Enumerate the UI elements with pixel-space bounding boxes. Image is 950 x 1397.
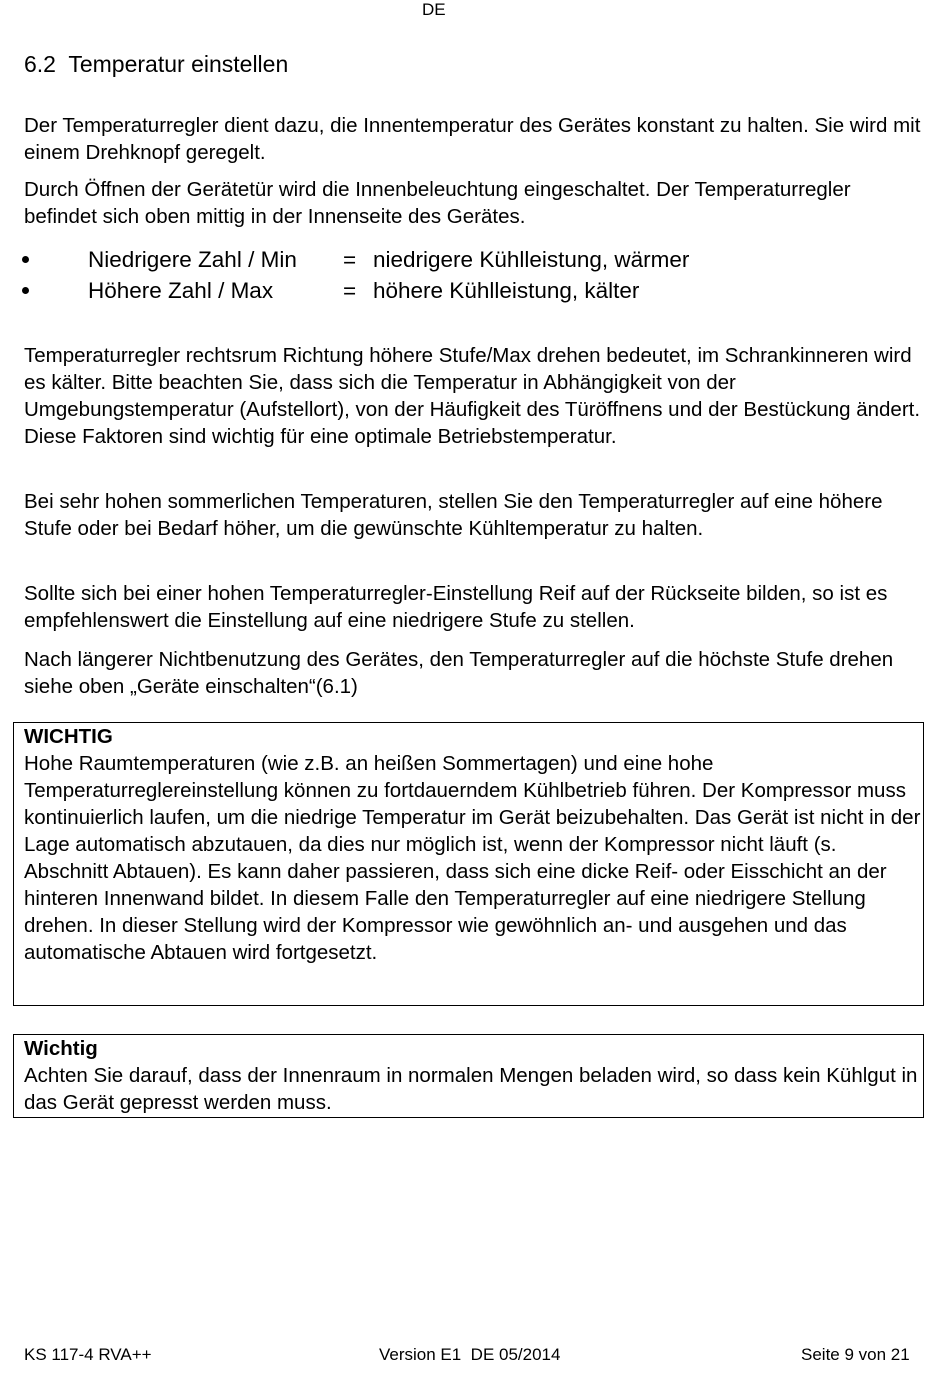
section-number: 6.2 [24, 51, 56, 77]
loading-notice-body: Achten Sie darauf, dass der Innenraum in normalen Mengen beladen wird, so dass kein Kühlgut in das Gerät gepresst werden muss. [24, 1064, 918, 1114]
section-heading [24, 49, 288, 79]
restart-paragraph: Nach längerer Nichtbenutzung des Gerätes, den Temperaturregler auf die höchste Stufe drehen siehe oben „Geräte einschalten“(6.1) [24, 648, 894, 698]
loading-notice-box [13, 1034, 924, 1118]
footer-version: Version E1 DE 05/2014 [379, 1345, 561, 1364]
equals-sign: = [343, 247, 357, 272]
important-notice-body: Hohe Raumtemperaturen (wie z.B. an heißen Sommertagen) und eine hohe Temperaturreglereinstellung können zu fortdauerndem Kühlbetrieb führen. Der Kompressor muss kontinuierlich laufen, um die niedrige Temperatur im Gerät beizubehalten. Das Gerät ist nicht in der Lage automatisch abzutauen, da dies nur möglich ist, wenn der Kompressor nicht läuft (s. Abschnitt Abtauen). Es kann daher passieren, dass sich eine dicke Reif- oder Eisschicht an der hinteren Innenwand bildet. In diesem Falle den Temperaturregler auf eine niedrigere Stellung drehen. In dieser Stellung wird der Kompressor wie gewöhnlich an- und ausgehen und das automatische Abtauen wird fortgesetzt. [24, 752, 921, 964]
bullet-icon [22, 287, 29, 294]
equals-sign: = [343, 278, 357, 303]
setting-term: Höhere Zahl / Max [88, 278, 274, 303]
location-paragraph: Durch Öffnen der Gerätetür wird die Innenbeleuchtung eingeschaltet. Der Temperaturregler befindet sich oben mittig in der Innenseite des Gerätes. [24, 178, 851, 228]
frost-paragraph: Sollte sich bei einer hohen Temperaturregler-Einstellung Reif auf der Rückseite bilden, so ist es empfehlenswert die Einstellung auf eine niedrigere Stufe zu stellen. [24, 582, 888, 632]
bullet-icon [22, 256, 29, 263]
setting-term: Niedrigere Zahl / Min [88, 247, 297, 272]
important-notice-box [13, 722, 924, 1006]
footer-page-number: Seite 9 von 21 [801, 1345, 910, 1364]
language-tag: DE [422, 0, 446, 19]
settings-list-item [0, 244, 905, 275]
settings-list-item [0, 275, 905, 306]
intro-paragraph: Der Temperaturregler dient dazu, die Innentemperatur des Gerätes konstant zu halten. Sie wird mit einem Drehknopf geregelt. [24, 114, 921, 164]
setting-description: höhere Kühlleistung, kälter [373, 278, 640, 303]
important-notice-title: WICHTIG [24, 725, 113, 748]
summer-paragraph: Bei sehr hohen sommerlichen Temperaturen, stellen Sie den Temperaturregler auf eine höhere Stufe oder bei Bedarf höher, um die gewünschte Kühltemperatur zu halten. [24, 490, 883, 540]
direction-paragraph: Temperaturregler rechtsrum Richtung höhere Stufe/Max drehen bedeutet, im Schrankinneren wird es kälter. Bitte beachten Sie, dass sich die Temperatur in Abhängigkeit von der Umgebungstemperatur (Aufstellort), von der Häufigkeit des Türöffnens und der Bestückung ändert. Diese Faktoren sind wichtig für eine optimale Betriebstemperatur. [24, 344, 921, 448]
footer-model: KS 117-4 RVA++ [24, 1345, 152, 1364]
setting-description: niedrigere Kühlleistung, wärmer [373, 247, 690, 272]
loading-notice-title: Wichtig [24, 1037, 98, 1060]
settings-list [0, 244, 905, 306]
section-title: Temperatur einstellen [68, 51, 289, 77]
